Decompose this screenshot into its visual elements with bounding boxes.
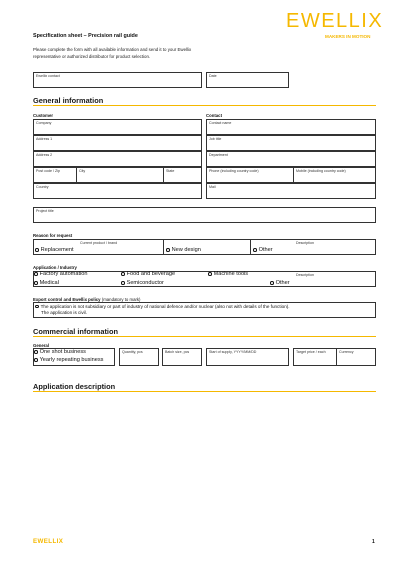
target-price-field[interactable] [293, 348, 337, 366]
state-field[interactable] [163, 167, 202, 183]
contact-name-field[interactable] [206, 119, 376, 135]
city-label: City [79, 169, 86, 173]
country-label: Country [36, 185, 49, 189]
mail-label: Mail [209, 185, 216, 189]
phone-label: Phone (including country code) [209, 169, 259, 173]
city-field[interactable] [76, 167, 164, 183]
start-of-supply-label: Start of supply, YYYY/MM/DD [209, 350, 257, 354]
ewellix-contact-label: Ewellix contact [36, 74, 60, 78]
address1-label: Address 1 [36, 137, 53, 141]
replacement-radio[interactable]: Replacement [35, 247, 74, 253]
customer-heading: Customer [33, 113, 54, 118]
currency-field[interactable] [336, 348, 376, 366]
target-price-label: Target price / each [296, 350, 326, 354]
intro-line-2: representative or authorized distributor for product selection. [33, 54, 151, 59]
export-heading-text: Export control and Ewellix policy [33, 297, 101, 302]
address2-label: Address 2 [36, 153, 53, 157]
food-beverage-radio[interactable]: Food and beverage [121, 271, 175, 277]
project-title-label: Project title [36, 209, 54, 213]
contact-heading: Contact [206, 113, 222, 118]
quantity-label: Quantity, pcs [122, 350, 143, 354]
reason-separator [163, 239, 164, 255]
other-application-radio[interactable]: Other [270, 280, 290, 286]
general-heading: General [33, 343, 50, 348]
postcode-label: Post code / Zip [36, 169, 60, 173]
department-label: Department [209, 153, 228, 157]
general-information-title: General information [33, 96, 104, 105]
medical-radio[interactable]: Medical [34, 280, 59, 286]
phone-field[interactable] [206, 167, 294, 183]
quantity-field[interactable] [119, 348, 159, 366]
semiconductor-radio[interactable]: Semiconductor [121, 280, 164, 286]
yearly-repeating-radio[interactable]: Yearly repeating business [34, 357, 103, 363]
radio-circle-icon [34, 350, 38, 354]
radio-circle-icon [253, 248, 257, 252]
factory-automation-radio[interactable]: Factory automation [34, 271, 87, 277]
job-title-field[interactable] [206, 135, 376, 151]
new-design-radio[interactable]: New design [166, 247, 201, 253]
brand-tagline: MAKERS IN MOTION [325, 34, 371, 39]
state-label: State [166, 169, 175, 173]
section-divider [33, 336, 376, 337]
footer-logo: EWELLIX [33, 538, 64, 545]
mobile-label: Mobile (including country code) [296, 169, 346, 173]
application-description-title: Application description [33, 382, 116, 391]
commercial-information-title: Commercial information [33, 327, 119, 336]
one-shot-radio[interactable]: One shot business [34, 349, 86, 355]
current-product-label: Current product / brand [80, 241, 118, 245]
other-reason-radio[interactable]: Other [253, 247, 273, 253]
reason-description-label: Description [296, 241, 314, 245]
address1-field[interactable] [33, 135, 202, 151]
postcode-field[interactable] [33, 167, 77, 183]
radio-circle-icon [166, 248, 170, 252]
date-field[interactable] [206, 72, 289, 88]
radio-circle-icon [34, 281, 38, 285]
reason-separator [250, 239, 251, 255]
batch-size-label: Batch size, pcs [165, 350, 190, 354]
address2-field[interactable] [33, 151, 202, 167]
department-field[interactable] [206, 151, 376, 167]
date-label: Date [209, 74, 217, 78]
company-field[interactable] [33, 119, 202, 135]
country-field[interactable] [33, 183, 202, 199]
reason-box [33, 239, 376, 255]
section-divider [33, 105, 376, 106]
radio-circle-icon [121, 281, 125, 285]
ewellix-contact-field[interactable] [33, 72, 202, 88]
project-title-field[interactable] [33, 207, 376, 223]
mail-field[interactable] [206, 183, 376, 199]
radio-circle-icon [35, 305, 39, 309]
reason-heading: Reason for request [33, 233, 73, 238]
section-divider [33, 391, 376, 392]
export-text-line-2: The application is civil. [41, 310, 87, 315]
export-heading-suffix: (mandatory to mark) [101, 297, 141, 302]
start-of-supply-field[interactable] [206, 348, 289, 366]
radio-circle-icon [121, 272, 125, 276]
application-heading: Application / Industry [33, 265, 77, 270]
radio-circle-icon [34, 272, 38, 276]
machine-tools-radio[interactable]: Machine tools [208, 271, 248, 277]
company-label: Company [36, 121, 52, 125]
radio-circle-icon [34, 358, 38, 362]
intro-line-1: Please complete the form with all available information and send it to your Ewellix [33, 47, 192, 52]
ewellix-logo: EWELLIX [286, 10, 384, 32]
radio-circle-icon [270, 281, 274, 285]
application-description-label: Description [296, 273, 314, 277]
mobile-field[interactable] [293, 167, 376, 183]
job-title-label: Job title [209, 137, 222, 141]
page-number: 1 [372, 539, 375, 545]
currency-label: Currency [339, 350, 354, 354]
export-civil-radio[interactable]: The application is not subsidiary or part of industry of national defence and/or nuclear (also not with details of the function). [35, 304, 290, 309]
page-title: Specification sheet – Precision rail guide [33, 33, 138, 39]
batch-size-field[interactable] [162, 348, 202, 366]
radio-circle-icon [208, 272, 212, 276]
contact-name-label: Contact name [209, 121, 232, 125]
radio-circle-icon [35, 248, 39, 252]
